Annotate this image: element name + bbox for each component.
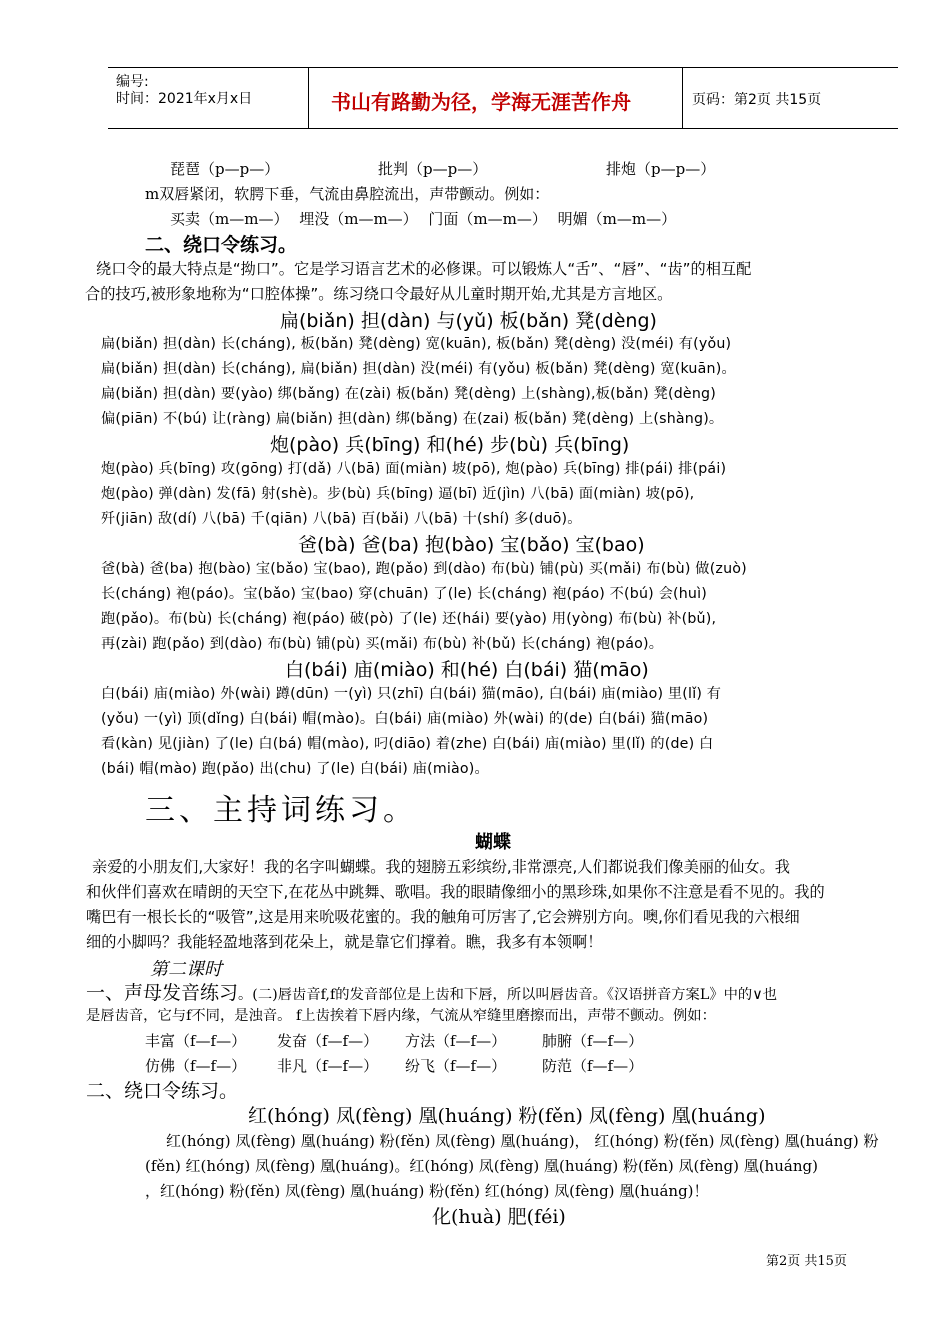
intro-line: 合的技巧,被形象地称为“口腔体操”。练习绕口令最好从儿童时期开始,尤其是方言地区。	[85, 285, 673, 303]
tongue-twister-line: (bái) 帽(mào) 跑(pǎo) 出(chu) 了(le) 白(bái) 庙(miào)。	[101, 761, 489, 777]
tongue-twister-line: 炮(pào) 兵(bīng) 攻(gōng) 打(dǎ) 八(bā) 面(miàn) 坡(pō), 炮(pào) 兵(bīng) 排(pái) 排(pái)	[101, 461, 727, 477]
paragraph-text: 是唇齿音，它与f不同，是浊音。 f上齿挨着下唇内缘，气流从窄缝里磨擦而出，声带不颤动。例如：	[86, 1008, 716, 1024]
example-item: 发奋（f—f—）	[277, 1032, 379, 1050]
tongue-twister-title: 炮(pào) 兵(bīng) 和(hé) 步(bù) 兵(bīng)	[270, 434, 630, 456]
speech-line: 和伙伴们喜欢在晴朗的天空下,在花丛中跳舞、歌唱。我的眼睛像细小的黑珍珠,如果你不注意是看不见的。我的	[86, 883, 825, 901]
tongue-twister-line: 扁(biǎn) 担(dàn) 要(yào) 绑(bǎng) 在(zài) 板(bǎn) 凳(dèng) 上(shàng),板(bǎn) 凳(dèng)	[101, 386, 716, 402]
tongue-twister-line: 偏(piān) 不(bú) 让(ràng) 扁(biǎn) 担(dàn) 绑(bǎng) 在(zai) 板(bǎn) 凳(dèng) 上(shàng)。	[101, 411, 724, 427]
tongue-twister-title: 爸(bà) 爸(ba) 抱(bào) 宝(bǎo) 宝(bao)	[298, 534, 645, 556]
example-item: 批判（p—p—）	[378, 160, 488, 178]
tongue-twister-line: 看(kàn) 见(jiàn) 了(le) 白(bá) 帽(mào), 叼(diāo) 着(zhe) 白(bái) 庙(miào) 里(lǐ) 的(de) 白	[101, 736, 714, 752]
example-item: 非凡（f—f—）	[277, 1057, 379, 1075]
tongue-twister-line: 炮(pào) 弹(dàn) 发(fā) 射(shè)。步(bù) 兵(bīng) 逼(bī) 近(jìn) 八(bā) 面(miàn) 坡(pō),	[101, 486, 695, 502]
tongue-twister-title: 化(huà) 肥(féi)	[432, 1206, 566, 1228]
tongue-twister-line: 跑(pǎo)。布(bù) 长(cháng) 袍(páo) 破(pò) 了(le) 还(hái) 要(yào) 用(yòng) 布(bù) 补(bǔ),	[101, 611, 717, 627]
tongue-twister-line: 再(zài) 跑(pǎo) 到(dào) 布(bù) 铺(pù) 买(mǎi) 布(bù) 补(bǔ) 长(cháng) 袍(páo)。	[101, 636, 664, 652]
tongue-twister-line: (fěn) 红(hóng) 凤(fèng) 凰(huáng)。红(hóng) 凤(fèng) 凰(huáng) 粉(fěn) 凤(fèng) 凰(huáng)	[145, 1157, 818, 1175]
example-item: 仿佛（f—f—）	[145, 1057, 247, 1075]
description-text: m双唇紧闭，软腭下垂，气流由鼻腔流出，声带颤动。例如：	[145, 185, 550, 203]
example-line: 买卖（m—m—） 埋没（m—m—） 门面（m—m—） 明媚（m—m—）	[170, 210, 677, 228]
example-item: 排炮（p—p—）	[606, 160, 716, 178]
doc-number-label: 编号:	[116, 74, 149, 90]
tongue-twister-line: (yǒu) 一(yì) 顶(dǐng) 白(bái) 帽(mào)。白(bái) 庙(miào) 外(wài) 的(de) 白(bái) 猫(māo)	[101, 711, 709, 727]
example-item: 方法（f—f—）	[405, 1032, 507, 1050]
section1-paragraph	[86, 978, 777, 1005]
example-item: 防范（f—f—）	[542, 1057, 644, 1075]
header-bottom-rule	[108, 128, 898, 129]
tongue-twister-line: 白(bái) 庙(miào) 外(wài) 蹲(dūn) 一(yì) 只(zhī) 白(bái) 猫(māo), 白(bái) 庙(miào) 里(lǐ) 有	[101, 686, 722, 702]
tongue-twister-title: 红(hóng) 凤(fèng) 凰(huáng) 粉(fěn) 凤(fèng) 凰(huáng)	[248, 1105, 766, 1127]
motto: 书山有路勤为径，学海无涯苦作舟	[331, 90, 631, 114]
example-item: 琵琶（p—p—）	[170, 160, 280, 178]
speech-line: 亲爱的小朋友们,大家好！我的名字叫蝴蝶。我的翅膀五彩缤纷,非常漂亮,人们都说我们像美丽的仙女。我	[92, 858, 790, 876]
tongue-twister-line: 歼(jiān) 敌(dí) 八(bā) 千(qiān) 八(bā) 百(bǎi) 八(bā) 十(shí) 多(duō)。	[101, 511, 582, 527]
intro-line: 绕口令的最大特点是“拗口”。它是学习语言艺术的必修课。可以锻炼人“舌”、“唇”、“齿”的相互配	[96, 260, 752, 278]
tongue-twister-line: 爸(bà) 爸(ba) 抱(bào) 宝(bǎo) 宝(bao), 跑(pǎo) 到(dào) 布(bù) 铺(pù) 买(mǎi) 布(bù) 做(zuò)	[101, 561, 747, 577]
time-label: 时间：2021年x月x日	[116, 91, 253, 107]
example-item: 纷飞（f—f—）	[405, 1057, 507, 1075]
tongue-twister-title: 白(bái) 庙(miào) 和(hé) 白(bái) 猫(māo)	[285, 659, 649, 681]
header-top-rule	[108, 67, 898, 68]
section-heading: 一、声母发音练习	[86, 982, 239, 1004]
tongue-twister-line: ，红(hóng) 粉(fěn) 凤(fèng) 凰(huáng) 粉(fěn) 红(hóng) 凤(fèng) 凰(huáng)！	[145, 1182, 709, 1200]
lesson-label: 第二课时	[150, 959, 222, 980]
section-heading: 三、主持词练习。	[145, 793, 417, 828]
tongue-twister-line: 扁(biǎn) 担(dàn) 长(cháng), 板(bǎn) 凳(dèng) 宽(kuān), 板(bǎn) 凳(dèng) 没(méi) 有(yǒu)	[101, 336, 732, 352]
paragraph-text: 。(二)唇齿音f,f的发音部位是上齿和下唇，所以叫唇齿音。《汉语拼音方案L》中的∨也	[238, 987, 777, 1003]
section-heading: 二、绕口令练习。	[145, 234, 298, 256]
tongue-twister-line: 扁(biǎn) 担(dàn) 长(cháng), 扁(biǎn) 担(dàn) 没(méi) 有(yǒu) 板(bǎn) 凳(dèng) 宽(kuān)。	[101, 361, 736, 377]
speech-line: 细的小脚吗？我能轻盈地落到花朵上，就是靠它们撑着。瞧，我多有本领啊！	[86, 933, 603, 951]
speech-line: 嘴巴有一根长长的“吸管”,这是用来吮吸花蜜的。我的触角可厉害了,它会辨别方向。噢,你们看见我的六根细	[86, 908, 800, 926]
section-heading: 二、绕口令练习。	[86, 1080, 239, 1102]
header-divider	[308, 67, 309, 129]
page-footer: 第2页 共15页	[766, 1254, 847, 1269]
tongue-twister-title: 扁(biǎn) 担(dàn) 与(yǔ) 板(bǎn) 凳(dèng)	[280, 310, 657, 332]
example-item: 丰富（f—f—）	[145, 1032, 247, 1050]
tongue-twister-line: 长(cháng) 袍(páo)。宝(bǎo) 宝(bao) 穿(chuān) 了(le) 长(cháng) 袍(páo) 不(bú) 会(huì)	[101, 586, 707, 602]
speech-title: 蝴蝶	[475, 832, 511, 853]
tongue-twister-line: 红(hóng) 凤(fèng) 凰(huáng) 粉(fěn) 凤(fèng) 凰(huáng)， 红(hóng) 粉(fěn) 凤(fèng) 凰(huáng) 粉	[166, 1132, 879, 1150]
header-divider	[682, 67, 683, 129]
page-info: 页码：第2页 共15页	[692, 92, 822, 108]
example-item: 肺腑（f—f—）	[542, 1032, 644, 1050]
